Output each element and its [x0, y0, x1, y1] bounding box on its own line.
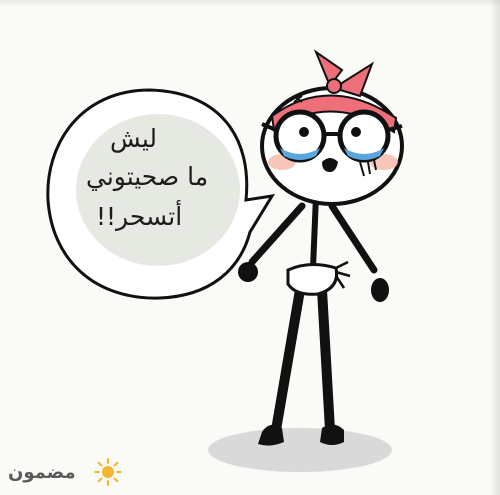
speech-bubble-line-2: ما صحيتوني	[86, 162, 209, 191]
speech-bubble-line-1: ليش	[110, 124, 158, 153]
sun-icon	[94, 458, 122, 486]
belly-bag	[288, 262, 350, 294]
speech-bubble	[48, 90, 272, 298]
legs	[258, 290, 344, 446]
watermark-text: مضمون	[8, 462, 76, 483]
speech-bubble-line-3: أتسحر!!	[96, 202, 183, 231]
watermark-logo	[6, 456, 126, 490]
ground-shadow	[208, 428, 392, 472]
right-edge-shadow	[490, 0, 500, 495]
